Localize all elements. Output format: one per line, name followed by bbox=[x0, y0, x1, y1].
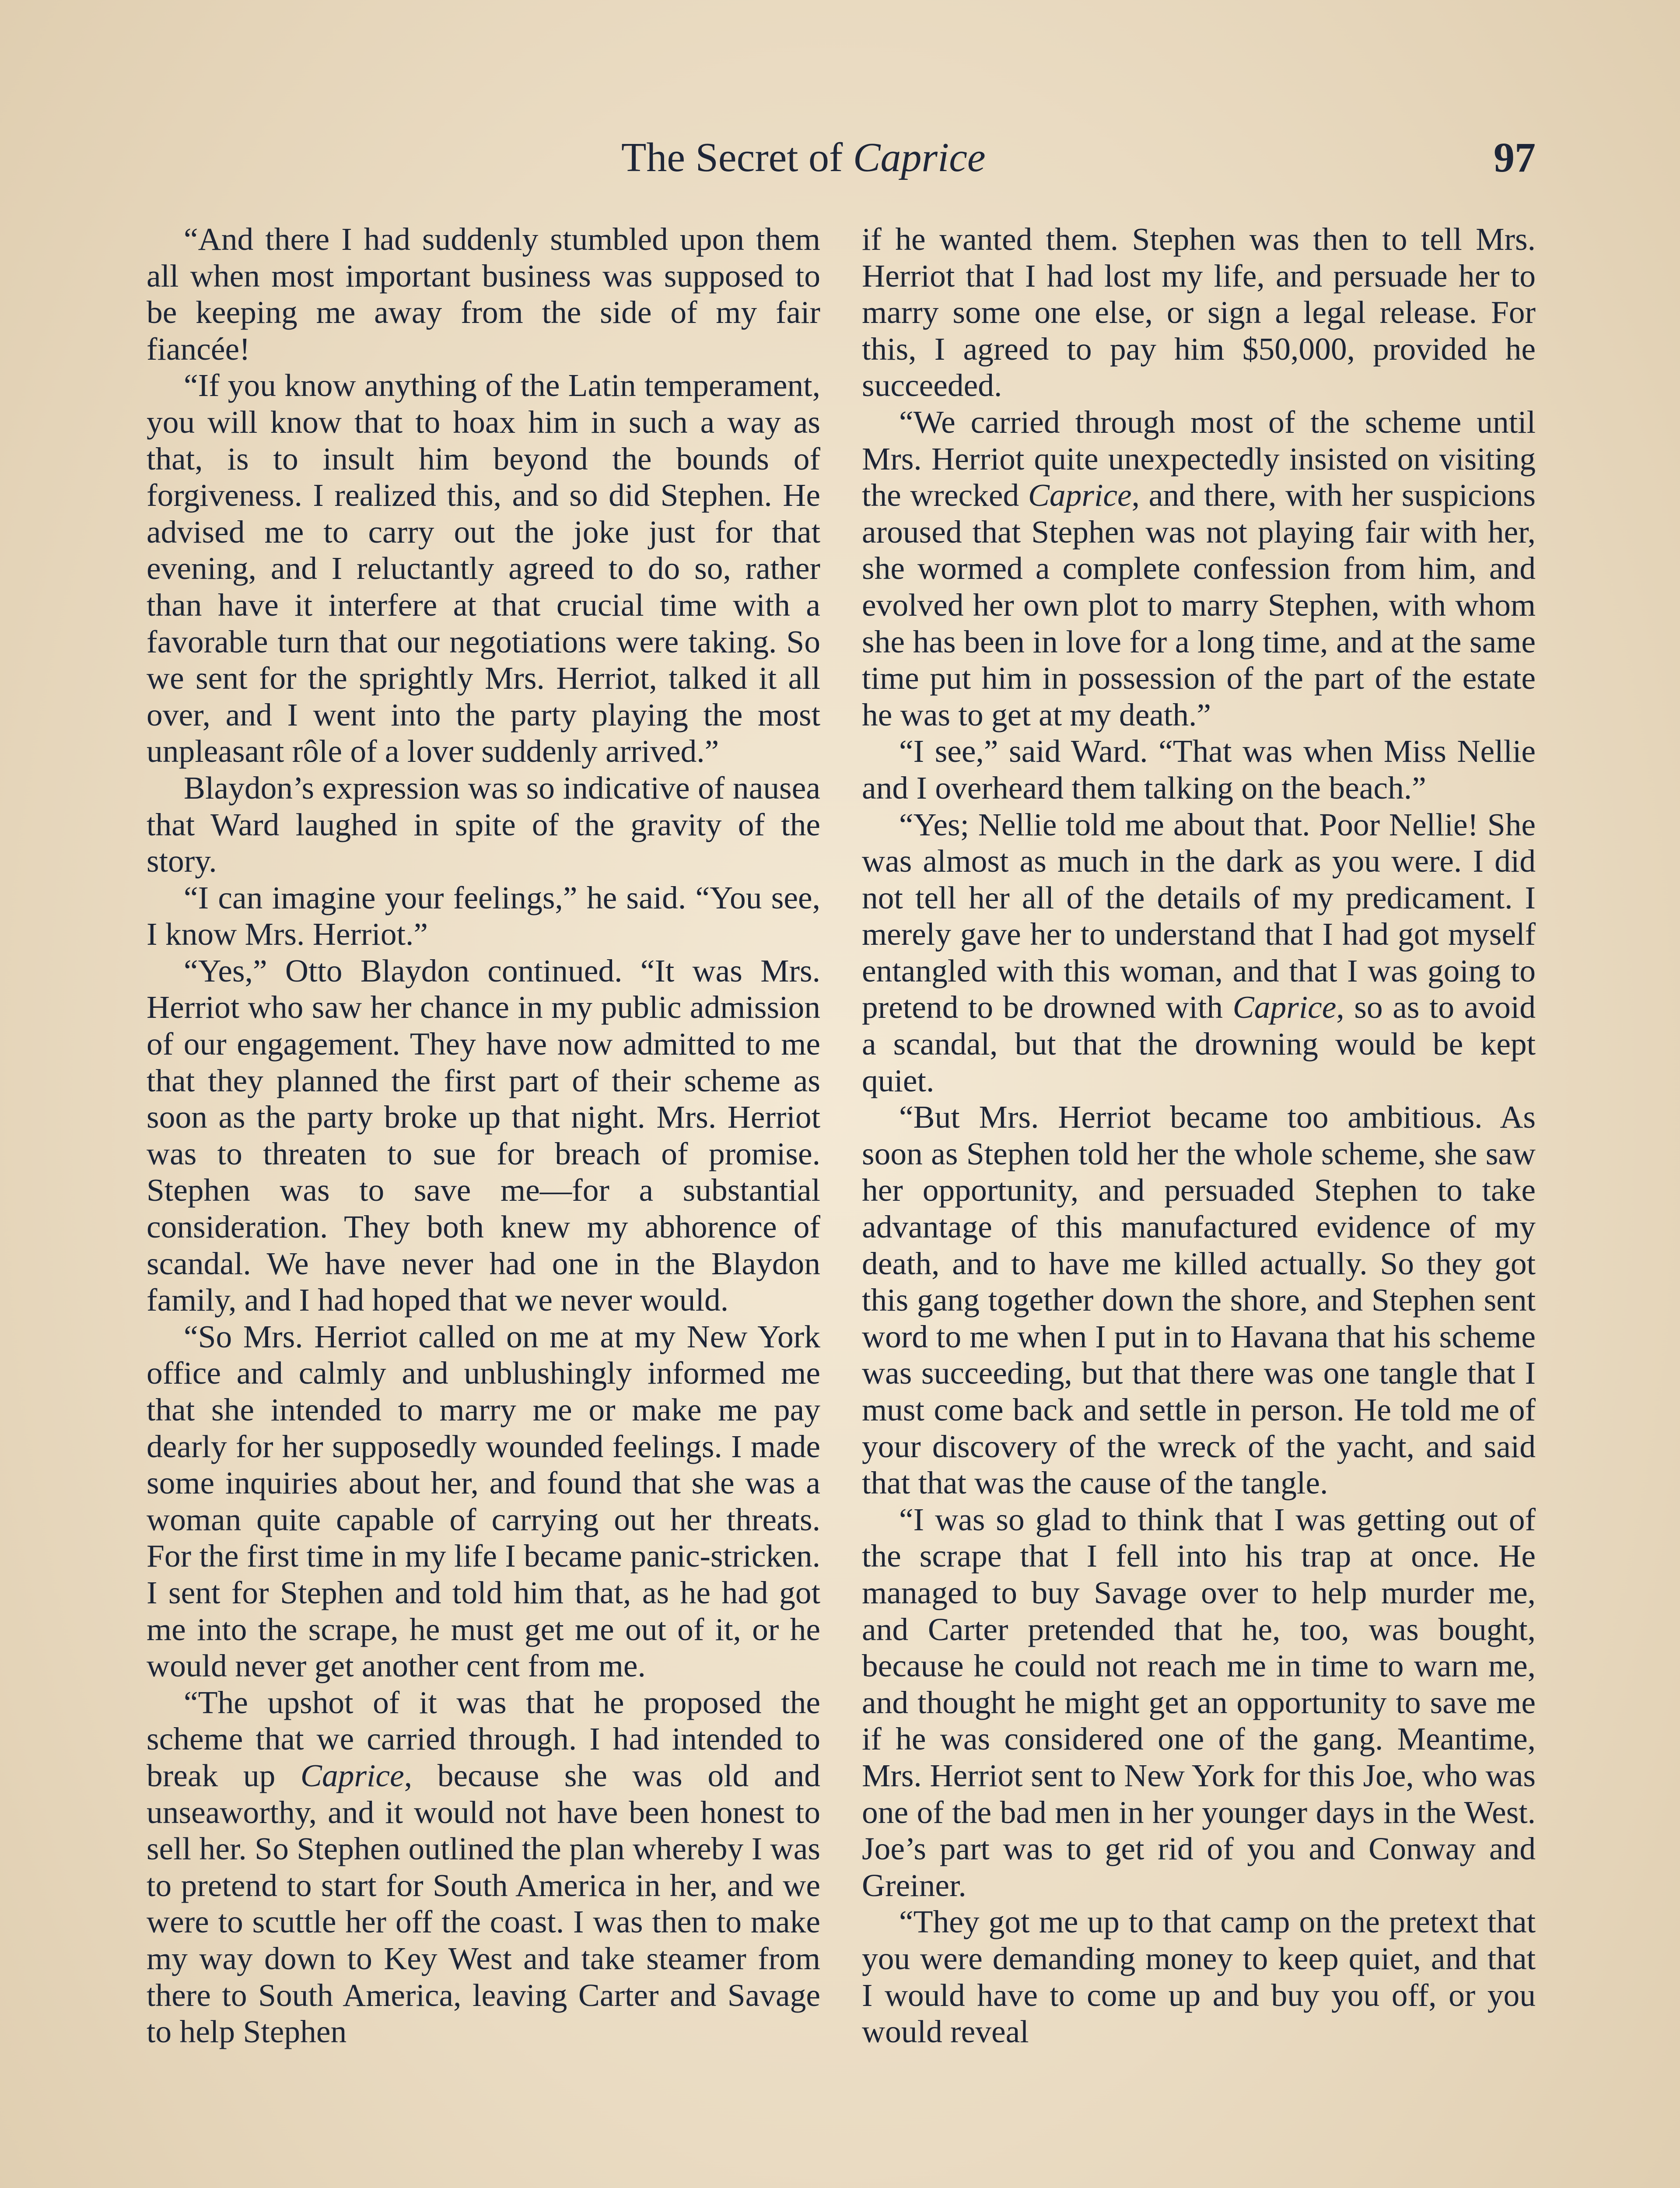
left-column bbox=[147, 221, 820, 2188]
running-title bbox=[621, 131, 986, 184]
paragraph: “I see,” said Ward. “That was when Miss Nellie and I overheard them talking on the beach.” bbox=[862, 733, 1536, 806]
italic-run: Caprice bbox=[300, 1757, 404, 1793]
paragraph: “So Mrs. Herriot called on me at my New York office and calmly and unblushingly informed me that she intended to marry me or make me pay dearly for her supposedly wounded feelings. I made some inquiries about her, and found that she was a woman quite capable of carrying out her threats. For the first time in my life I became panic-stricken. I sent for Stephen and told him that, as he had got me into the scrape, he must get me out of it, or he would never get another cent from me. bbox=[147, 1318, 820, 1684]
paragraph: if he wanted them. Stephen was then to tell Mrs. Herriot that I had lost my life, and persuade her to marry some one else, or sign a legal release. For this, I agreed to pay him $50,000, provided he succeeded. bbox=[862, 221, 1536, 403]
paragraph: “And there I had suddenly stumbled upon them all when most important business was supposed to be keeping me away from the side of my fair fiancée! bbox=[147, 221, 820, 367]
italic-run: Caprice bbox=[1028, 477, 1132, 513]
paragraph: “But Mrs. Herriot became too ambitious. As soon as Stephen told her the whole scheme, she saw her opportunity, and persuaded Stephen to take advantage of this manufactured evidence of my death, and to have me killed actually. So they got this gang together down the shore, and Stephen sent word to me when I put in to Havana that his scheme was succeeding, but that there was one tangle that I must come back and settle in person. He told me of your discovery of the wreck of the yacht, and said that that was the cause of the tangle. bbox=[862, 1099, 1536, 1501]
paragraph: “If you know anything of the Latin temperament, you will know that to hoax him in such a way as that, is to insult him beyond the bounds of forgiveness. I realized this, and so did Stephen. He advised me to carry out the joke just for that evening, and I reluctantly agreed to do so, rather than have it interfere at that crucial time with a favorable turn that our negotiations were taking. So we sent for the sprightly Mrs. Herriot, talked it all over, and I went into the party playing the most unpleasant rôle of a lover suddenly arrived.” bbox=[147, 368, 820, 769]
page-number: 97 bbox=[1494, 134, 1536, 181]
paragraph: “I was so glad to think that I was getting out of the scrape that I fell into his trap at once. He managed to buy Savage over to help murder me, and Carter pretended that he, too, was bought, because he could not reach me in time to warn me, and thought he might get an opportunity to save me if he was considered one of the gang. Meantime, Mrs. Herriot sent to New York for this Joe, who was one of the bad men in her younger days in the West. Joe’s part was to get rid of you and Conway and Greiner. bbox=[862, 1501, 1536, 1903]
paragraph: Blaydon’s expression was so indicative of nausea that Ward laughed in spite of the gravity of the story. bbox=[147, 770, 820, 879]
running-header bbox=[0, 131, 1680, 184]
text-run: “We carried through most of the scheme until Mrs. Herriot quite unexpectedly insisted on visiting the wrecked bbox=[862, 404, 1536, 513]
text-run: , and there, with her suspicions aroused that Stephen was not playing fair with her, she wormed a complete confession from him, and evolved her own plot to marry Stephen, with whom she has been in love for a long time, and at the same time put him in possession of the part of the estate he was to get at my death.” bbox=[862, 477, 1536, 733]
paragraph: “They got me up to that camp on the pretext that you were demanding money to keep quiet, and that I would have to come up and buy you off, or you would reveal bbox=[862, 1904, 1536, 2050]
running-title-prefix: The Secret of bbox=[621, 135, 853, 180]
paragraph: “Yes,” Otto Blaydon continued. “It was Mrs. Herriot who saw her chance in my public admission of our engagement. They have now admitted to me that they planned the first part of their scheme as soon as the party broke up that night. Mrs. Herriot was to threaten to sue for breach of promise. Stephen was to save me—for a substantial consideration. They both knew my abhorence of scandal. We have never had one in the Blaydon family, and I had hoped that we never would. bbox=[147, 953, 820, 1318]
text-run: , so as to avoid a scandal, but that the drowning would be kept quiet. bbox=[862, 989, 1536, 1098]
text-columns bbox=[147, 221, 1536, 2188]
paragraph bbox=[862, 806, 1536, 1099]
running-title-italic: Caprice bbox=[853, 135, 986, 180]
paragraph bbox=[862, 404, 1536, 733]
italic-run: Caprice bbox=[1232, 989, 1337, 1025]
text-run: “Yes; Nellie told me about that. Poor Nellie! She was almost as much in the dark as you were. I did not tell her all of the details of my predicament. I merely gave her to understand that I had got myself entangled with this woman, and that I was going to pretend to be drowned with bbox=[862, 806, 1536, 1025]
paragraph: “I can imagine your feelings,” he said. “You see, I know Mrs. Herriot.” bbox=[147, 880, 820, 952]
text-run: , because she was old and unseaworthy, and it would not have been honest to sell her. So Stephen outlined the plan whereby I was to pretend to start for South America in her, and we were to scuttle her off the coast. I was then to make my way down to Key West and take steamer from there to South America, leaving Carter and Savage to help Stephen bbox=[147, 1757, 820, 2050]
paragraph bbox=[147, 1684, 820, 2050]
right-column bbox=[862, 221, 1536, 2188]
text-run: “The upshot of it was that he proposed the scheme that we carried through. I had intended to break up bbox=[147, 1684, 820, 1793]
